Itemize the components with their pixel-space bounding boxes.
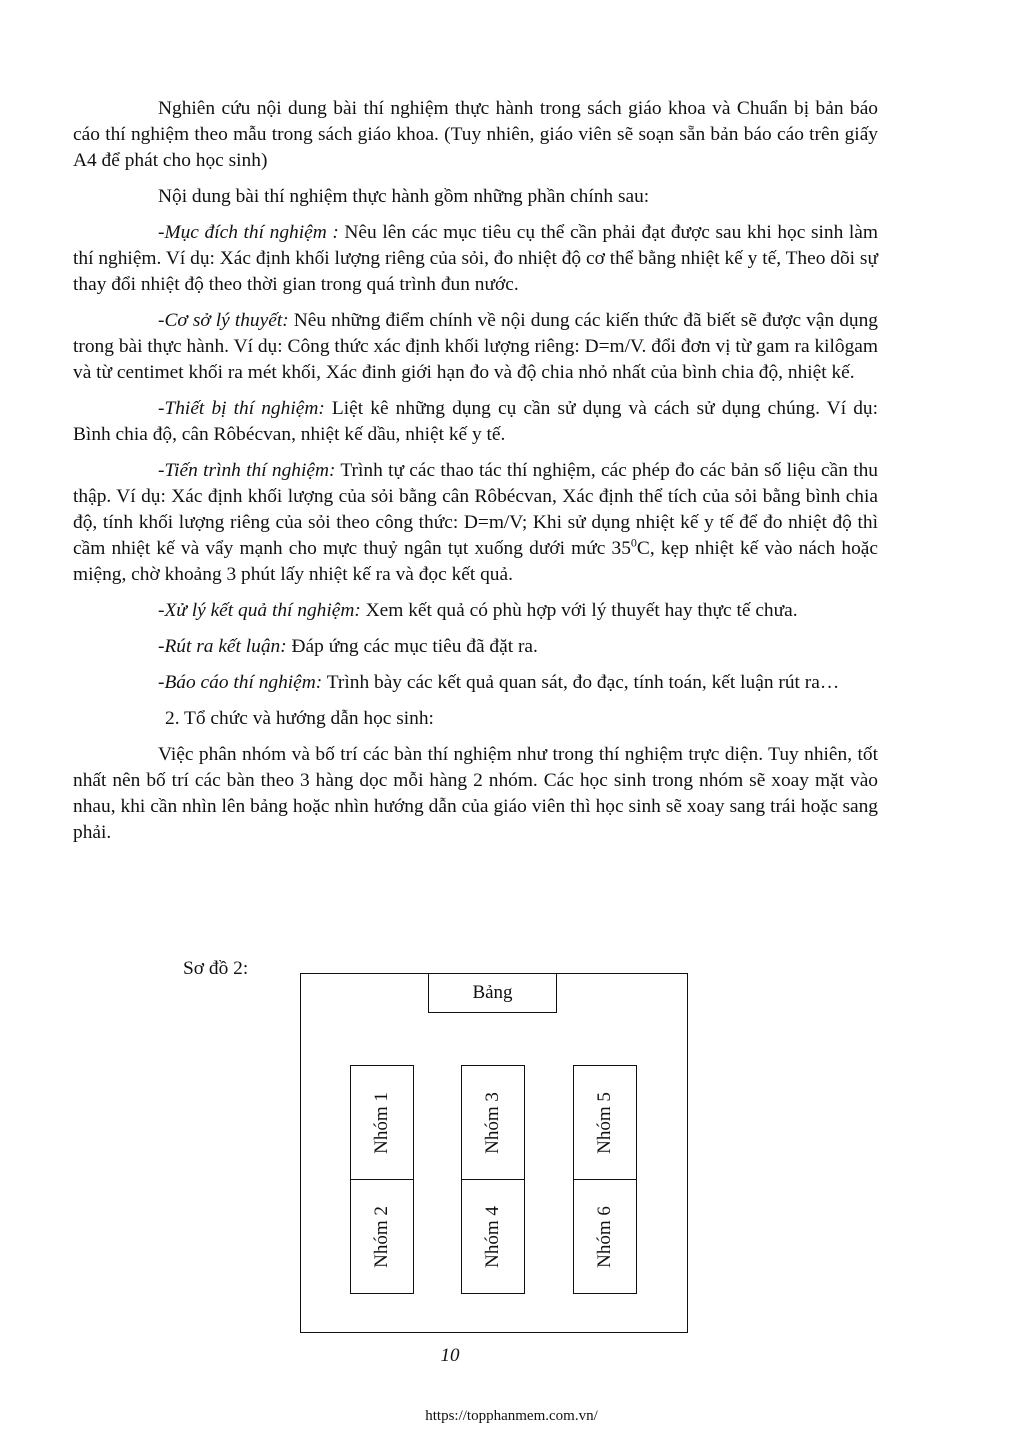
group-label: Nhóm 6 (594, 1205, 615, 1268)
paragraph-text: Nội dung bài thí nghiệm thực hành gồm những phần chính sau: (158, 186, 650, 207)
document-body (73, 96, 878, 856)
paragraph-term: -Thiết bị thí nghiệm: (158, 398, 325, 419)
diagram-label: Sơ đồ 2: (183, 958, 249, 979)
paragraph-organization: Việc phân nhóm và bố trí các bàn thí nghiệm như trong thí nghiệm trực diện. Tuy nhiên, tốt nhất nên bố trí các bàn theo 3 hàng dọc mỗi hàng 2 nhóm. Các học sinh trong nhóm sẽ xoay mặt vào nhau, khi cần nhìn lên bảng hoặc nhìn hướng dẫn của giáo viên thì học sinh sẽ xoay sang trái hoặc sang phải. (73, 744, 878, 843)
paragraph-conclusion (73, 634, 878, 660)
group-box-3 (461, 1065, 525, 1180)
paragraph-report (73, 670, 878, 696)
group-label: Nhóm 1 (371, 1091, 392, 1154)
paragraph-process (73, 458, 878, 588)
paragraph-term: -Tiến trình thí nghiệm: (158, 460, 336, 481)
paragraph-text: Đáp ứng các mục tiêu đã đặt ra. (286, 636, 538, 657)
paragraph-term: -Xử lý kết quả thí nghiệm: (158, 600, 361, 621)
footer-url[interactable]: https://topphanmem.com.vn/ (425, 1408, 598, 1424)
group-box-5 (573, 1065, 637, 1180)
paragraph-term: -Báo cáo thí nghiệm: (158, 672, 323, 693)
group-label: Nhóm 5 (594, 1091, 615, 1154)
paragraph-text: Trình bày các kết quả quan sát, đo đạc, tính toán, kết luận rút ra… (322, 672, 840, 693)
paragraph-term: -Cơ sở lý thuyết: (158, 310, 289, 331)
paragraph-theory (73, 308, 878, 386)
paragraph-text: Liệt kê những dụng cụ cần sử dụng và cách sử dụng chúng. Ví dụ: Bình chia độ, cân Rôbécvan, nhiệt kế dầu, nhiệt kế y tế. (73, 398, 878, 445)
paragraph-content-list (73, 184, 878, 210)
page-number: 10 (440, 1345, 460, 1366)
paragraph-text: Nghiên cứu nội dung bài thí nghiệm thực hành trong sách giáo khoa và Chuẩn bị bản báo cáo thí nghiệm theo mẫu trong sách giáo khoa. (Tuy nhiên, giáo viên sẽ soạn sẵn bản báo cáo trên giấy A4 để phát cho học sinh) (73, 98, 878, 171)
group-box-2 (350, 1179, 414, 1294)
board-box (428, 973, 557, 1013)
group-box-6 (573, 1179, 637, 1294)
paragraph-purpose (73, 220, 878, 298)
group-label: Nhóm 2 (371, 1205, 392, 1268)
paragraph-equipment (73, 396, 878, 448)
group-box-4 (461, 1179, 525, 1294)
paragraph-text: Nêu lên các mục tiêu cụ thể cần phải đạt được sau khi học sinh làm thí nghiệm. Ví dụ: Xác định khối lượng riêng của sỏi, đo nhiệt độ cơ thể bằng nhiệt kế y tế, Theo dõi sự thay đổi nhiệt độ theo thời gian trong quá trình đun nước. (73, 222, 878, 295)
paragraph-text: Nêu những điểm chính về nội dung các kiến thức đã biết sẽ được vận dụng trong bài thực hành. Ví dụ: Công thức xác định khối lượng riêng: D=m/V. đổi đơn vị từ gam ra kilôgam và từ centimet khối ra mét khối, Xác đinh giới hạn đo và độ chia nhỏ nhất của bình chia độ, nhiệt kế. (73, 310, 878, 383)
paragraph-text: Xem kết quả có phù hợp với lý thuyết hay thực tế chưa. (360, 600, 798, 621)
paragraph-text: Trình tự các thao tác thí nghiệm, các phép đo các bản số liệu cần thu thập. Ví dụ: Xác định khối lượng của sỏi bằng cân Rôbécvan, Xác định thể tích của sỏi bằng bình chia độ, tính khối lượng riêng của sỏi theo công thức: D=m/V; Khi sử dụng nhiệt kế y tế để đo nhiệt độ thì cầm nhiệt kế và vẩy mạnh cho mực thuỷ ngân tụt xuống dưới mức 35 (73, 460, 879, 559)
paragraph-term: -Mục đích thí nghiệm : (158, 222, 339, 243)
board-label: Bảng (472, 982, 513, 1003)
paragraph-term: -Rút ra kết luận: (158, 636, 287, 657)
group-label: Nhóm 3 (482, 1091, 503, 1154)
paragraph-text: C, kẹp nhiệt kế vào nách hoặc miệng, chờ khoảng 3 phút lấy nhiệt kế ra và đọc kết quả. (73, 538, 878, 585)
section-heading: 2. Tổ chức và hướng dẫn học sinh: (165, 708, 434, 729)
group-label: Nhóm 4 (482, 1205, 503, 1268)
paragraph-results (73, 598, 878, 624)
degree-superscript: 0 (630, 535, 637, 550)
group-box-1 (350, 1065, 414, 1180)
paragraph-intro (73, 96, 878, 174)
